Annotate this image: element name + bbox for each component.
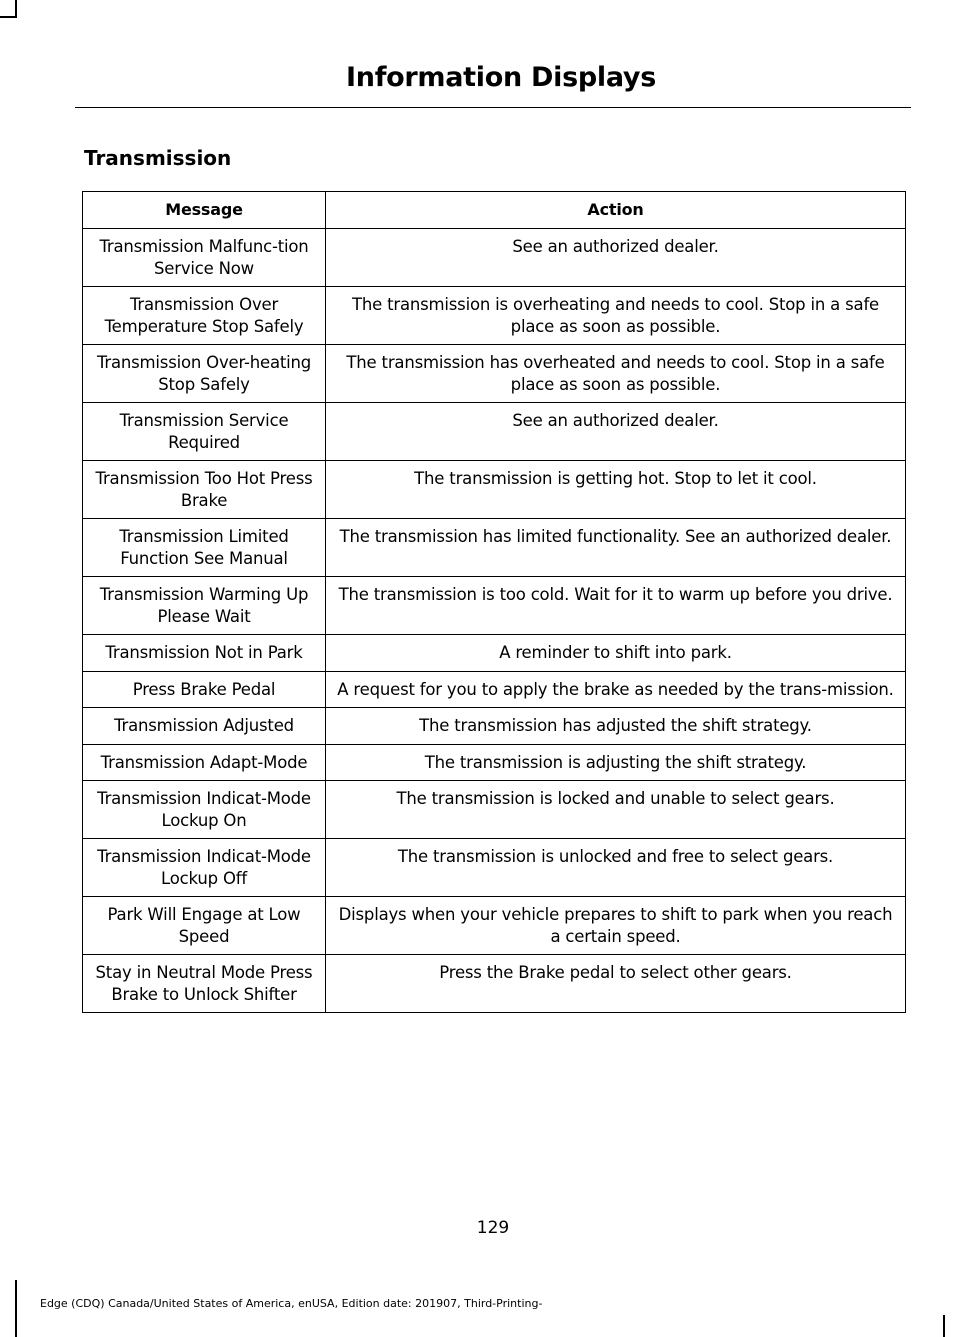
table-row bbox=[83, 955, 906, 1013]
table-row bbox=[83, 635, 906, 672]
action-cell: The transmission is adjusting the shift strategy. bbox=[326, 744, 906, 781]
message-cell: Transmission Over-heating Stop Safely bbox=[83, 345, 326, 403]
message-cell: Transmission Indicat-Mode Lockup Off bbox=[83, 839, 326, 897]
message-cell: Transmission Adapt-Mode bbox=[83, 744, 326, 781]
table-row bbox=[83, 577, 906, 635]
action-cell: Press the Brake pedal to select other gears. bbox=[326, 955, 906, 1013]
edition-footer: Edge (CDQ) Canada/United States of America, enUSA, Edition date: 201907, Third-Printing- bbox=[40, 1297, 543, 1310]
table-header-row bbox=[83, 192, 906, 229]
action-cell: The transmission has limited functionality. See an authorized dealer. bbox=[326, 519, 906, 577]
action-cell: Displays when your vehicle prepares to shift to park when you reach a certain speed. bbox=[326, 897, 906, 955]
table-row bbox=[83, 461, 906, 519]
message-cell: Park Will Engage at Low Speed bbox=[83, 897, 326, 955]
message-cell: Transmission Too Hot Press Brake bbox=[83, 461, 326, 519]
column-header-action: Action bbox=[326, 192, 906, 229]
action-cell: The transmission is too cold. Wait for it to warm up before you drive. bbox=[326, 577, 906, 635]
action-cell: The transmission has overheated and needs to cool. Stop in a safe place as soon as possible. bbox=[326, 345, 906, 403]
message-cell: Transmission Over Temperature Stop Safely bbox=[83, 287, 326, 345]
action-cell: The transmission has adjusted the shift strategy. bbox=[326, 708, 906, 745]
crop-mark bbox=[943, 1315, 945, 1337]
page-number: 129 bbox=[476, 1218, 510, 1238]
message-cell: Press Brake Pedal bbox=[83, 671, 326, 708]
table-row bbox=[83, 839, 906, 897]
crop-mark bbox=[15, 1280, 17, 1337]
message-cell: Transmission Adjusted bbox=[83, 708, 326, 745]
action-cell: A request for you to apply the brake as needed by the trans-mission. bbox=[326, 671, 906, 708]
message-cell: Transmission Indicat-Mode Lockup On bbox=[83, 781, 326, 839]
table-row bbox=[83, 744, 906, 781]
message-cell: Transmission Not in Park bbox=[83, 635, 326, 672]
table-row bbox=[83, 781, 906, 839]
action-cell: See an authorized dealer. bbox=[326, 229, 906, 287]
table-row bbox=[83, 519, 906, 577]
table-row bbox=[83, 671, 906, 708]
table-row bbox=[83, 287, 906, 345]
table-row bbox=[83, 708, 906, 745]
section-title: Transmission bbox=[84, 146, 232, 170]
header-divider bbox=[75, 107, 911, 108]
page-header-title: Information Displays bbox=[346, 62, 656, 93]
message-cell: Stay in Neutral Mode Press Brake to Unlock Shifter bbox=[83, 955, 326, 1013]
message-cell: Transmission Malfunc-tion Service Now bbox=[83, 229, 326, 287]
message-cell: Transmission Service Required bbox=[83, 403, 326, 461]
crop-mark bbox=[0, 16, 17, 18]
action-cell: The transmission is getting hot. Stop to let it cool. bbox=[326, 461, 906, 519]
column-header-message: Message bbox=[83, 192, 326, 229]
table-row bbox=[83, 897, 906, 955]
message-cell: Transmission Limited Function See Manual bbox=[83, 519, 326, 577]
action-cell: The transmission is overheating and needs to cool. Stop in a safe place as soon as possible. bbox=[326, 287, 906, 345]
action-cell: The transmission is unlocked and free to select gears. bbox=[326, 839, 906, 897]
action-cell: See an authorized dealer. bbox=[326, 403, 906, 461]
action-cell: The transmission is locked and unable to select gears. bbox=[326, 781, 906, 839]
transmission-messages-table bbox=[82, 191, 906, 1013]
action-cell: A reminder to shift into park. bbox=[326, 635, 906, 672]
table-row bbox=[83, 229, 906, 287]
table-row bbox=[83, 345, 906, 403]
message-cell: Transmission Warming Up Please Wait bbox=[83, 577, 326, 635]
table-row bbox=[83, 403, 906, 461]
